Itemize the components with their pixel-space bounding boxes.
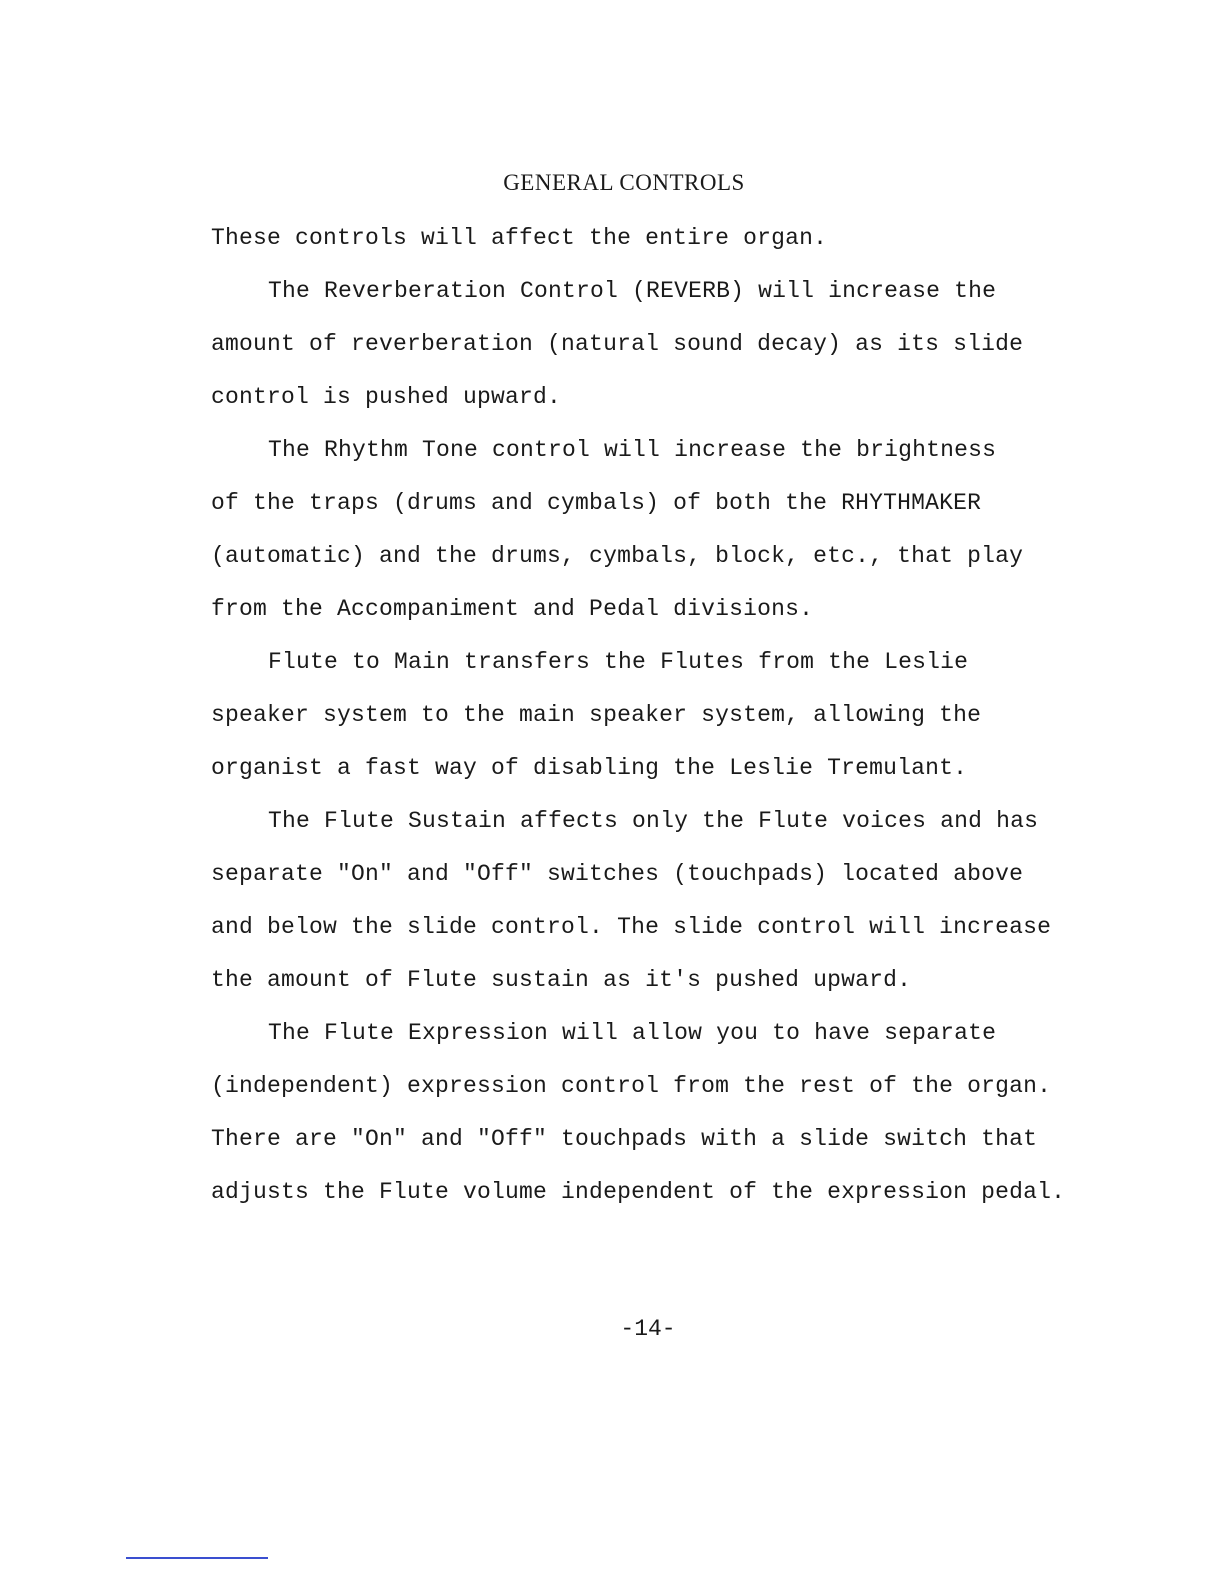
text-line: organist a fast way of disabling the Leslie Tremulant.: [211, 755, 968, 781]
text-line: the amount of Flute sustain as it's pushed upward.: [211, 967, 912, 993]
text-line: and below the slide control. The slide control will increase: [211, 914, 1052, 940]
text-line: (automatic) and the drums, cymbals, block, etc., that play: [211, 543, 1024, 569]
text-line: separate "On" and "Off" switches (touchpads) located above: [211, 861, 1024, 887]
text-line: of the traps (drums and cymbals) of both the RHYTHMAKER: [211, 490, 982, 516]
text-line: The Flute Sustain affects only the Flute voices and has: [268, 808, 1039, 834]
text-line: adjusts the Flute volume independent of the expression pedal.: [211, 1179, 1066, 1205]
text-line: control is pushed upward.: [211, 384, 562, 410]
text-line: The Rhythm Tone control will increase the brightness: [268, 437, 997, 463]
text-line: speaker system to the main speaker system, allowing the: [211, 702, 982, 728]
text-line: The Reverberation Control (REVERB) will increase the: [268, 278, 997, 304]
body-text: [211, 212, 1201, 1219]
text-line: from the Accompaniment and Pedal divisions.: [211, 596, 814, 622]
text-line: These controls will affect the entire organ.: [211, 225, 828, 251]
text-line: The Flute Expression will allow you to have separate: [268, 1020, 997, 1046]
text-line: (independent) expression control from the rest of the organ.: [211, 1073, 1052, 1099]
footnote-rule: [126, 1557, 268, 1559]
text-line: Flute to Main transfers the Flutes from the Leslie: [268, 649, 969, 675]
text-line: There are "On" and "Off" touchpads with a slide switch that: [211, 1126, 1038, 1152]
page-title: GENERAL CONTROLS: [503, 170, 745, 195]
page-number: -14-: [620, 1316, 676, 1342]
text-line: amount of reverberation (natural sound decay) as its slide: [211, 331, 1024, 357]
